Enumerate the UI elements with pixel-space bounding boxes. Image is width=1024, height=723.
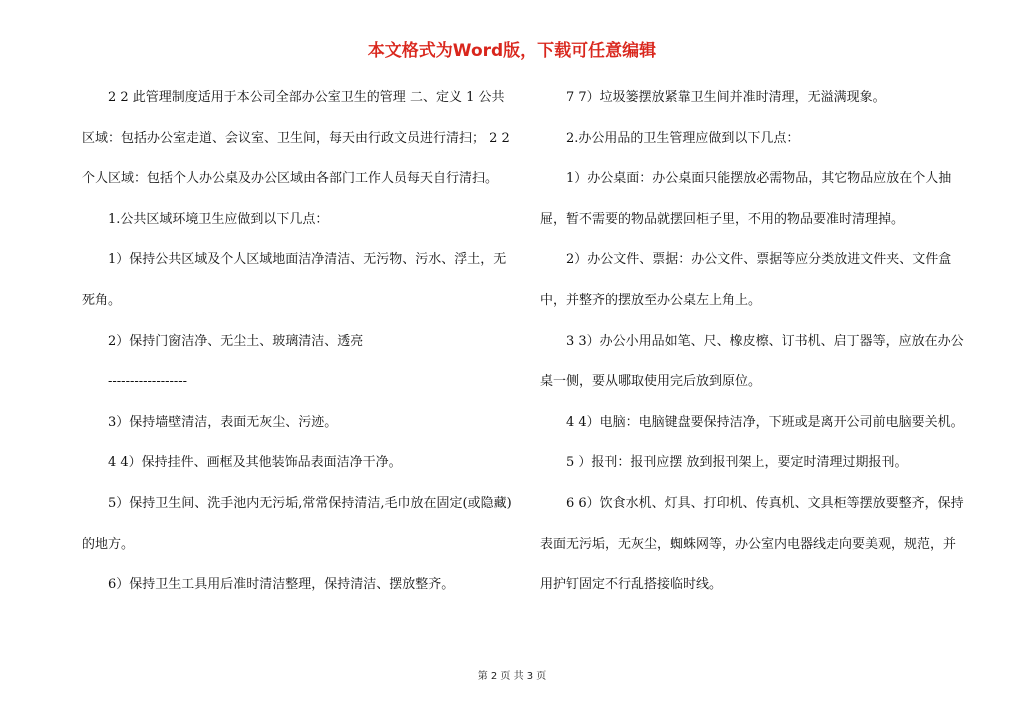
list-item: 5）保持卫生间、洗手池内无污垢,常常保持清洁,毛巾放在固定(或隐藏)的地方。 bbox=[82, 495, 512, 552]
separator-line: ------------------ bbox=[108, 374, 188, 390]
right-column bbox=[540, 78, 968, 606]
list-item: 2）保持门窗洁净、无尘土、玻璃清洁、透亮 bbox=[108, 333, 364, 349]
list-item: 7 7）垃圾篓摆放紧靠卫生间并准时清理，无溢满现象。 bbox=[566, 90, 886, 105]
paragraph-scope-definitions: 2 2 此管理制度适用于本公司全部办公室卫生的管理 二、定义 1 公共区域：包括办公室走道、会议室、卫生间，每天由行政文员进行清扫； 2 2 个人区域：包括个人办公桌及办公区域由各部门工作人员每天自行清扫。 bbox=[82, 90, 510, 187]
list-item: 5 ）报刊：报刊应摆 放到报刊架上，要定时清理过期报刊。 bbox=[566, 455, 908, 471]
list-item: 6 6）饮食水机、灯具、打印机、传真机、文具柜等摆放要整齐，保持表面无污垢，无灰尘，蜘蛛网等，办公室内电器线走向要美观，规范，并用护钉固定不行乱搭接临时线。 bbox=[540, 495, 964, 593]
page-number: 第 2 页 共 3 页 bbox=[477, 671, 547, 682]
list-item: 1）保持公共区域及个人区域地面洁净清洁、无污物、污水、浮土，无死角。 bbox=[82, 252, 507, 308]
list-item: 4 4）保持挂件、画框及其他装饰品表面洁净干净。 bbox=[108, 455, 402, 471]
section-heading-office-supplies: 2.办公用品的卫生管理应做到以下几点： bbox=[566, 130, 800, 146]
section-heading-public-area: 1.公共区域环境卫生应做到以下几点： bbox=[108, 211, 329, 227]
document-banner: 本文格式为Word版，下载可任意编辑 bbox=[367, 41, 657, 61]
list-item: 4 4）电脑：电脑键盘要保持洁净，下班或是离开公司前电脑要关机。 bbox=[566, 414, 964, 430]
list-item: 3）保持墙壁清洁，表面无灰尘、污迹。 bbox=[108, 414, 338, 430]
list-item: 3 3）办公小用品如笔、尺、橡皮檫、订书机、启丁器等，应放在办公桌一侧，要从哪取使用完后放到原位。 bbox=[540, 333, 964, 390]
left-column bbox=[82, 78, 514, 606]
list-item: 1）办公桌面：办公桌面只能摆放必需物品，其它物品应放在个人抽屉，暂不需要的物品就摆回柜子里，不用的物品要准时清理掉。 bbox=[540, 171, 952, 227]
list-item: 6）保持卫生工具用后准时清洁整理，保持清洁、摆放整齐。 bbox=[108, 577, 455, 593]
list-item: 2）办公文件、票据：办公文件、票据等应分类放进文件夹、文件盒中，并整齐的摆放至办公桌左上角上。 bbox=[540, 252, 952, 308]
